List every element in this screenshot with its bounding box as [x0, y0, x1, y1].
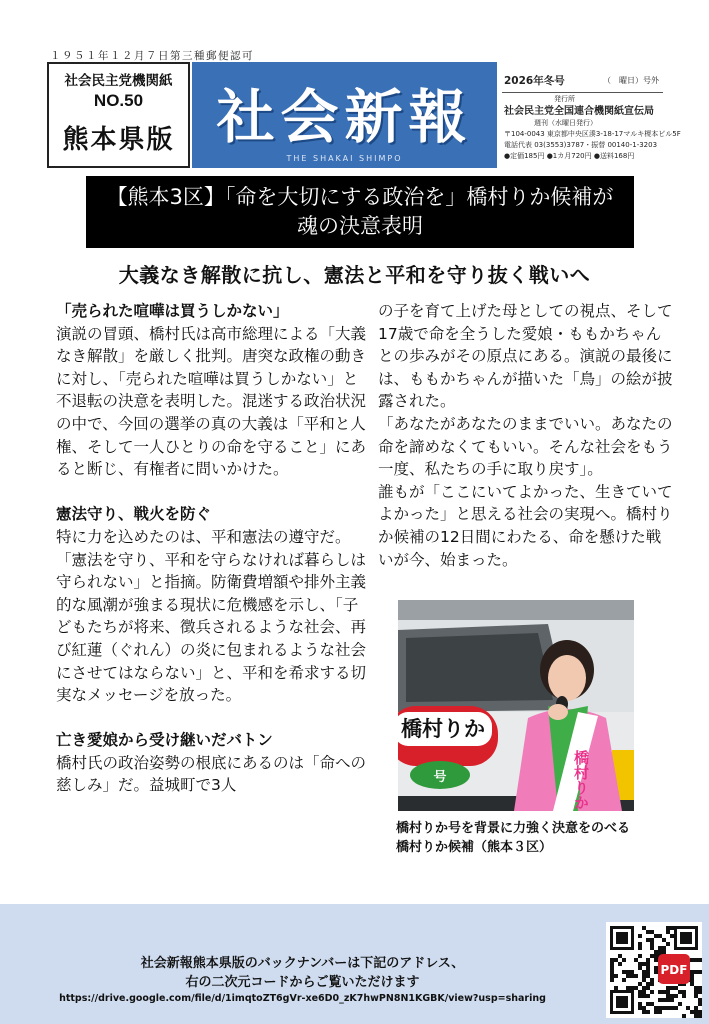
qr-code[interactable] [606, 922, 702, 1018]
photo-caption [396, 819, 696, 857]
publisher-phone: 電話代表 03(3553)3787・振替 00140-1-3203 [504, 141, 658, 149]
vehicle-sign-sub: 号 [433, 770, 447, 785]
caption-line-2: 橋村りか候補（熊本３区） [396, 840, 553, 855]
footer-message [0, 954, 605, 992]
newspaper-title-roman: THE SHAKAI SHIMPO [286, 154, 403, 163]
paragraph: 特に力を込めたのは、平和憲法の遵守だ。「憲法を守り、平和を守らなければ暮らしは守られない」と指摘。防衛費増額や排外主義的な風潮が強まる現状に危機感を示し、「子どもたちが将来、徴兵されるような社会、再び紅蓮（ぐれん）の炎に包まれるような社会にさせてはならない」と、平和を希求する切実なメッセージを放った。 [56, 527, 367, 705]
candidate-photo [398, 600, 634, 811]
footer-line-1: 社会新報熊本県版のバックナンバーは下記のアドレス、 [140, 956, 465, 971]
section-heading: 憲法守り、戦火を防ぐ [56, 505, 212, 524]
section-gap [56, 707, 369, 730]
candidate-face [548, 655, 586, 701]
qr-finder-top-right [674, 926, 698, 950]
headline-line-2: 魂の決意表明 [297, 214, 423, 238]
qr-finder-bottom-left [610, 990, 634, 1014]
backnumber-link[interactable]: https://drive.google.com/file/d/1imqtoZT6gVr-xe6D0_zK7hwPN8N1KGBK/view?usp=sharing [59, 993, 546, 1004]
paragraph: の子を育て上げた母としての視点、そして17歳で命を全うした愛娘・ももかちゃんとの歩みがその原点にある。演説の最後には、ももかちゃんが描いた「鳥」の絵が披露された。 [378, 302, 673, 411]
vehicle-sign-text: 橋村りか [401, 717, 485, 741]
headline [86, 176, 634, 248]
postal-registration: １９５１年１２月７日第三種郵便認可 [50, 50, 254, 62]
qr-finder-top-left [610, 926, 634, 950]
paragraph: 演説の冒頭、橋村氏は高市総理による「大義なき解散」を厳しく批判。唐突な政権の動きに対し、「売られた喧嘩は買うしかない」と不退転の決意を表明した。混迷する政治状況の中で、今回の選挙の真の大義は「平和と人権、そして一人ひとりの命を守ること」にあると断じ、有権者に問いかけた。 [56, 324, 367, 479]
photo-illustration [398, 600, 634, 811]
section-heading: 「売られた喧嘩は買うしかない」 [56, 302, 289, 320]
section-heading: 亡き愛娘から受け継いだバトン [56, 731, 273, 750]
info-divider [502, 92, 663, 93]
organ-label: 社会民主党機関紙 [64, 73, 173, 89]
footer [0, 904, 709, 1024]
issue-number: NO.50 [93, 91, 144, 110]
issue-season: 2026年冬号 [504, 75, 565, 87]
paragraph: 誰もが「ここにいてよかった、生きていてよかった」と思える社会の実現へ。橋村りか候補の12日間にわたる、命を懸けた戦いが今、始まった。 [378, 482, 673, 569]
pdf-badge-text: PDF [660, 963, 688, 977]
caption-line-1: 橋村りか号を背景に力強く決意をのべる [396, 821, 631, 836]
headline-line-1: 【熊本3区】「命を大切にする政治を」橋村りか候補が [106, 185, 614, 209]
publisher: 社会民主党全国連合機関紙宣伝局 [504, 106, 654, 117]
paragraph: 「あなたがあなたのままでいい。あなたの命を諦めなくてもいい。そんな社会をもう一度、私たちの手に取り戻す」。 [378, 414, 673, 479]
article-column-left [56, 300, 369, 797]
price-info: ●定価185円 ●1カ月720円 ●送料168円 [504, 152, 635, 160]
section-gap [56, 481, 369, 504]
publisher-note: 週刊（水曜日発行） [534, 119, 597, 127]
masthead-edition-box [47, 62, 190, 168]
title-banner [192, 62, 497, 168]
masthead [47, 62, 681, 168]
newspaper-title: 社会新報 [216, 83, 473, 151]
footer-line-2: 右の二次元コードからご覧いただけます [185, 975, 420, 990]
publication-info [502, 62, 681, 168]
publisher-address: 〒104-0043 東京都中央区湊3-18-17マルキ榎本ビル5F [504, 130, 681, 138]
extra-edition: （ 曜日）号外 [603, 76, 659, 85]
subheadline: 大義なき解散に抗し、憲法と平和を守り抜く戦いへ [118, 263, 591, 287]
paragraph: 橋村氏の政治姿勢の根底にあるのは「命への慈しみ」だ。益城町で3人 [56, 753, 367, 795]
article-column-right [378, 300, 674, 571]
sash-text: 橋村りか [572, 750, 590, 810]
qr-code-icon [606, 922, 702, 1018]
issued-label: 発行所 [554, 95, 575, 103]
edition-name: 熊本県版 [62, 125, 175, 155]
